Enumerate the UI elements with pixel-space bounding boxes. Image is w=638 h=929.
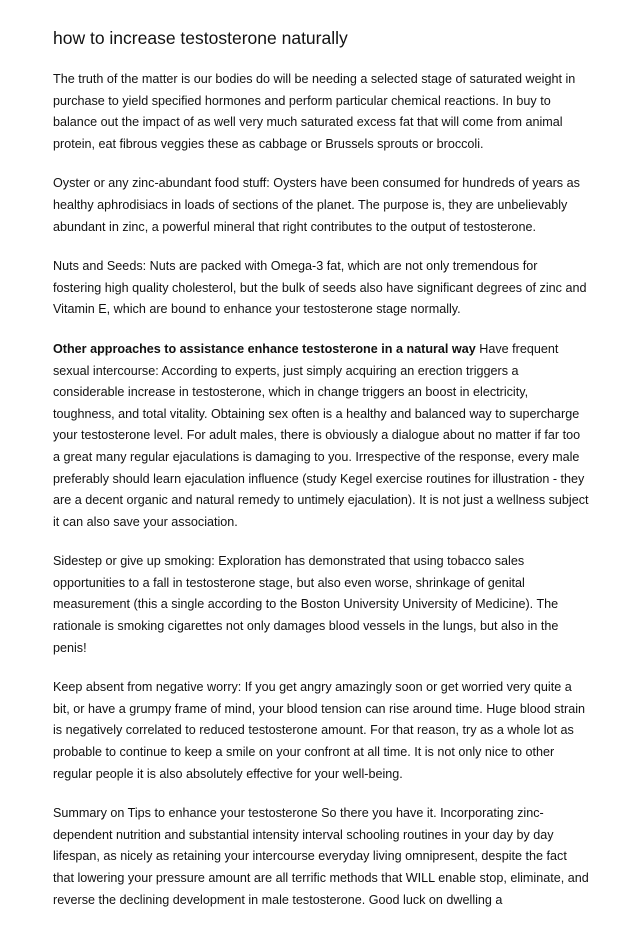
paragraph-text: Summary on Tips to enhance your testosterone So there you have it. Incorporating zinc-dependent nutrition and substantial intensity interval schooling routines in your day by day lifespan, as nicely as retaining your intercourse everyday living omnipresent, despite the fact that lowering your pressure amount are all terrific methods that WILL enable stop, eliminate, and reverse the declining development in male testosterone. Good luck on dwelling a [53, 806, 589, 907]
paragraph-summary [53, 803, 589, 911]
document-title: how to increase testosterone naturally [53, 28, 348, 48]
paragraph-text: Nuts and Seeds: Nuts are packed with Omega-3 fat, which are not only tremendous for fostering high quality cholesterol, but the bulk of seeds also have significant degrees of zinc and Vitamin E, which are bound to enhance your testosterone stage normally. [53, 259, 587, 317]
paragraph-other-approaches [53, 339, 589, 533]
paragraph-lead-heading: Other approaches to assistance enhance testosterone in a natural way [53, 341, 476, 356]
paragraph-nuts-seeds [53, 256, 589, 321]
document-page [53, 26, 589, 929]
paragraph-stress [53, 677, 589, 785]
paragraph-text: The truth of the matter is our bodies do will be needing a selected stage of saturated weight in purchase to yield specified hormones and perform particular chemical reactions. In buy to balance out the impact of as well very much saturated excess fat that will come from animal protein, eat fibrous veggies these as cabbage or Brussels sprouts or broccoli. [53, 72, 576, 151]
paragraph-text: Oyster or any zinc-abundant food stuff: Oysters have been consumed for hundreds of years as healthy aphrodisiacs in loads of sections of the planet. The purpose is, they are unbelievably abundant in zinc, a powerful mineral that right contributes to the output of testosterone. [53, 176, 580, 234]
paragraph-oysters [53, 173, 589, 238]
paragraph-smoking [53, 551, 589, 659]
paragraph-text: Keep absent from negative worry: If you get angry amazingly soon or get worried very quite a bit, or have a grumpy frame of mind, your blood tension can rise around time. Huge blood strain is negatively correlated to reduced testosterone amount. For that reason, try as a whole lot as probable to continue to keep a smile on your confront at all time. It is not only nice to other regular people it is also absolutely effective for your well-being. [53, 680, 586, 781]
paragraph-text: Sidestep or give up smoking: Exploration has demonstrated that using tobacco sales opportunities to a fall in testosterone stage, but also even worse, shrinkage of genital measurement (this a single according to the Boston University University of Medicine). The rationale is smoking cigarettes not only damages blood vessels in the lungs, but also in the penis! [53, 554, 559, 655]
paragraph-saturated-fat [53, 69, 589, 155]
paragraph-text: Have frequent sexual intercourse: According to experts, just simply acquiring an erection triggers a considerable increase in testosterone, which in change triggers an boost in electricity, toughness, and total vitality. Obtaining sex often is a healthy and balanced way to supercharge your testosterone level. For adult males, there is obviously a dialogue about no matter if far too a great many regular ejaculations is damaging to you. Irrespective of the response, every male preferably should learn ejaculation influence (study Kegel exercise routines for illustration - they are a decent organic and natural remedy to untimely ejaculation). It is not just a wellness subject it can also save your association. [53, 341, 589, 529]
